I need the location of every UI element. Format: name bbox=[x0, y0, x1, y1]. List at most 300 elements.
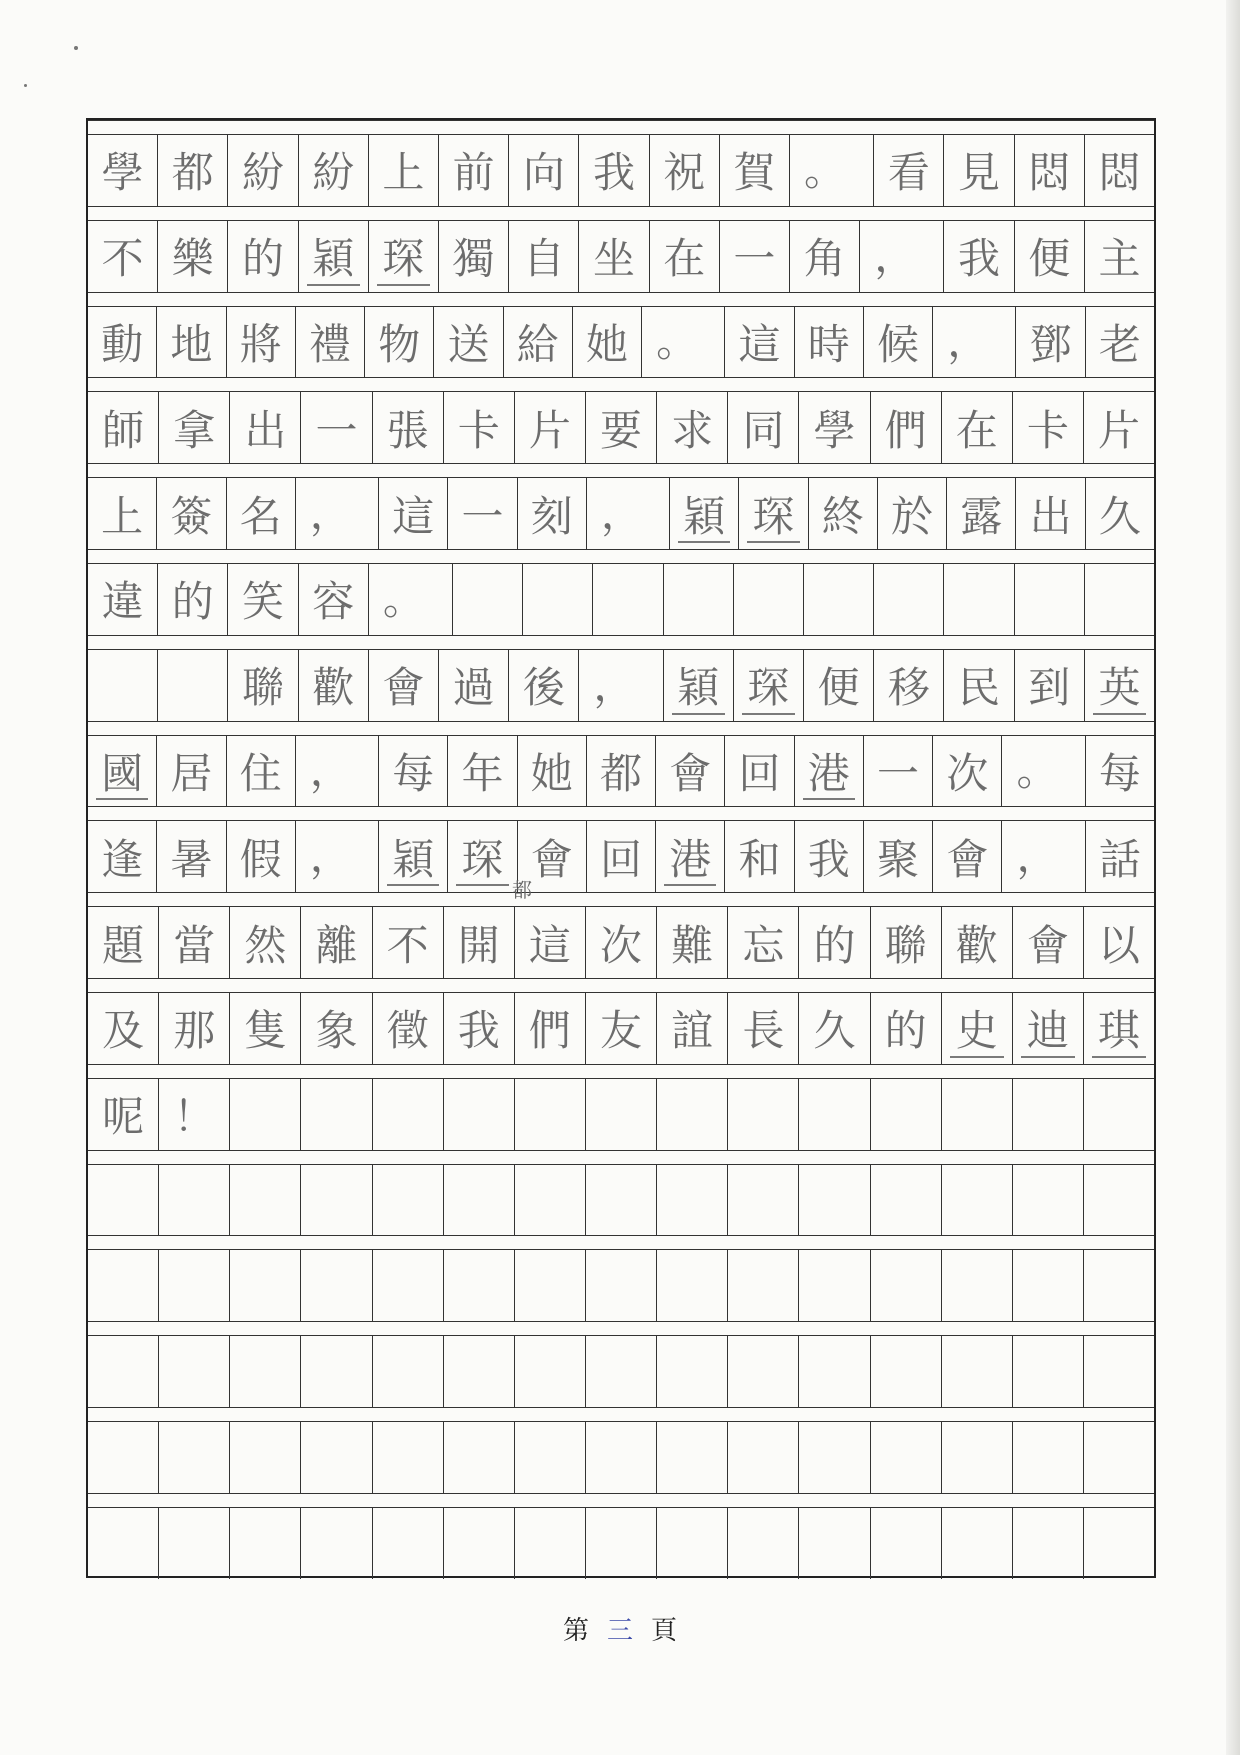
grid-cell bbox=[373, 1079, 444, 1150]
grid-cell bbox=[373, 1250, 444, 1321]
grid-cell: 話 bbox=[1098, 834, 1141, 884]
grid-cell: 片 bbox=[1098, 405, 1141, 455]
grid-cell: 送 bbox=[434, 307, 503, 378]
grid-cell bbox=[1085, 564, 1154, 635]
grid-cell: 前 bbox=[439, 135, 509, 206]
grid-cell: ！ bbox=[159, 1079, 230, 1150]
row-gap bbox=[88, 806, 1154, 821]
grid-cell bbox=[159, 1508, 230, 1579]
grid-cell bbox=[1013, 1508, 1084, 1579]
grid-cell bbox=[1013, 1422, 1084, 1493]
grid-cell bbox=[373, 1165, 444, 1236]
grid-cell: 久 bbox=[1098, 491, 1141, 541]
grid-cell bbox=[1084, 1422, 1154, 1493]
grid-row bbox=[88, 806, 1154, 892]
grid-cell: 物 bbox=[365, 307, 434, 378]
grid-cell: 聚 bbox=[864, 821, 933, 892]
grid-row bbox=[88, 1235, 1154, 1321]
grid-cell: 和 bbox=[725, 821, 794, 892]
grid-cell: 的 bbox=[799, 907, 870, 978]
row-gap bbox=[88, 549, 1154, 564]
grid-cell: 的 bbox=[158, 564, 228, 635]
grid-cell: 拿 bbox=[159, 392, 230, 463]
grid-cell bbox=[804, 564, 874, 635]
grid-cell bbox=[871, 1508, 942, 1579]
grid-cell: 長 bbox=[728, 993, 799, 1064]
grid-cell bbox=[799, 1336, 870, 1407]
grid-cell: ， bbox=[1002, 821, 1085, 892]
grid-cell: 學 bbox=[799, 392, 870, 463]
grid-cell: 張 bbox=[373, 392, 444, 463]
grid-cell: 誼 bbox=[657, 993, 728, 1064]
grid-cell bbox=[664, 564, 734, 635]
grid-cell: 角 bbox=[790, 221, 860, 292]
grid-cell: 移 bbox=[874, 650, 944, 721]
grid-cell bbox=[657, 1079, 728, 1150]
grid-cell bbox=[942, 1079, 1013, 1150]
grid-cell bbox=[586, 1079, 657, 1150]
grid-cell bbox=[230, 1165, 301, 1236]
grid-cell: 的 bbox=[228, 221, 298, 292]
grid-cell: 象 bbox=[301, 993, 372, 1064]
grid-cell: 久 bbox=[799, 993, 870, 1064]
grid-cell bbox=[728, 1422, 799, 1493]
grid-cell: 同 bbox=[728, 392, 799, 463]
grid-cell: 露 bbox=[947, 478, 1016, 549]
grid-cell bbox=[657, 1422, 728, 1493]
grid-cell: 逢 bbox=[88, 821, 157, 892]
grid-cell: 容 bbox=[299, 564, 369, 635]
grid-cell: 我 bbox=[944, 221, 1014, 292]
grid-cell bbox=[301, 1250, 372, 1321]
row-gap bbox=[88, 1493, 1154, 1508]
grid-cell bbox=[728, 1165, 799, 1236]
grid-cell bbox=[874, 564, 944, 635]
row-cells bbox=[88, 820, 1154, 892]
grid-cell: 便 bbox=[804, 650, 874, 721]
grid-cell: 隻 bbox=[230, 993, 301, 1064]
grid-cell: 次 bbox=[586, 907, 657, 978]
grid-cell: 在 bbox=[942, 392, 1013, 463]
grid-cell: 動 bbox=[88, 307, 157, 378]
grid-cell: 坐 bbox=[579, 221, 649, 292]
grid-cell bbox=[444, 1165, 515, 1236]
grid-cell bbox=[444, 1422, 515, 1493]
row-cells bbox=[88, 906, 1154, 978]
grid-cell: 一 bbox=[864, 736, 933, 807]
grid-row bbox=[88, 1407, 1154, 1493]
grid-cell: 次 bbox=[933, 736, 1002, 807]
grid-cell: 聯 bbox=[228, 650, 298, 721]
grid-cell bbox=[728, 1508, 799, 1579]
grid-cell: 穎 bbox=[670, 478, 739, 549]
grid-cell: 在 bbox=[650, 221, 720, 292]
grid-cell bbox=[657, 1508, 728, 1579]
grid-cell bbox=[88, 1336, 159, 1407]
row-gap bbox=[88, 1150, 1154, 1165]
grid-cell: 紛 bbox=[228, 135, 298, 206]
grid-cell: 這 bbox=[725, 307, 794, 378]
grid-cell: 她 bbox=[573, 307, 642, 378]
grid-cell bbox=[373, 1508, 444, 1579]
grid-cell: 這 bbox=[379, 478, 448, 549]
grid-cell: 求 bbox=[657, 392, 728, 463]
grid-row bbox=[88, 1493, 1154, 1579]
grid-cell bbox=[1084, 1250, 1154, 1321]
grid-cell: 過 bbox=[439, 650, 509, 721]
grid-cell bbox=[944, 564, 1014, 635]
grid-cell bbox=[88, 650, 158, 721]
row-cells bbox=[88, 306, 1154, 378]
grid-cell bbox=[942, 1250, 1013, 1321]
grid-cell bbox=[586, 1422, 657, 1493]
grid-cell: 穎 bbox=[299, 221, 369, 292]
grid-cell bbox=[871, 1250, 942, 1321]
grid-cell: 禮 bbox=[296, 307, 365, 378]
grid-cell bbox=[1084, 1079, 1154, 1150]
row-gap bbox=[88, 978, 1154, 993]
grid-cell: 違 bbox=[88, 564, 158, 635]
grid-cell bbox=[515, 1250, 586, 1321]
row-cells bbox=[88, 1164, 1154, 1236]
row-cells bbox=[88, 1335, 1154, 1407]
row-gap bbox=[88, 721, 1154, 736]
grid-cell: 悶 bbox=[1015, 135, 1085, 206]
grid-cell: 題 bbox=[88, 907, 159, 978]
grid-cell bbox=[1013, 1250, 1084, 1321]
row-cells bbox=[88, 1078, 1154, 1150]
grid-cell bbox=[444, 1079, 515, 1150]
grid-cell: 她 bbox=[518, 736, 587, 807]
row-gap bbox=[88, 892, 1154, 907]
row-cells bbox=[88, 649, 1154, 721]
grid-cell: 一 bbox=[720, 221, 790, 292]
grid-cell: 穎 bbox=[664, 650, 734, 721]
grid-cell bbox=[586, 1508, 657, 1579]
composition-grid-sheet bbox=[86, 118, 1156, 1578]
grid-cell bbox=[1084, 1165, 1154, 1236]
grid-cell bbox=[799, 1165, 870, 1236]
grid-row bbox=[88, 978, 1154, 1064]
grid-cell: 我 bbox=[579, 135, 649, 206]
grid-cell: 史 bbox=[942, 993, 1013, 1064]
grid-cell: 上 bbox=[369, 135, 439, 206]
grid-cell: 名 bbox=[227, 478, 296, 549]
grid-cell bbox=[1013, 1336, 1084, 1407]
grid-cell: 住 bbox=[227, 736, 296, 807]
grid-cell bbox=[373, 1336, 444, 1407]
grid-row bbox=[88, 292, 1154, 378]
grid-row bbox=[88, 377, 1154, 463]
grid-cell: 祝 bbox=[650, 135, 720, 206]
grid-cell: 刻 bbox=[518, 478, 587, 549]
grid-cell: 到 bbox=[1015, 650, 1085, 721]
grid-cell: 開 bbox=[444, 907, 515, 978]
grid-cell bbox=[444, 1508, 515, 1579]
grid-cell bbox=[799, 1079, 870, 1150]
grid-cell: 暑 bbox=[157, 821, 226, 892]
grid-cell bbox=[586, 1165, 657, 1236]
grid-cell: 地 bbox=[157, 307, 226, 378]
grid-cell: 忘 bbox=[728, 907, 799, 978]
grid-cell: 卡 bbox=[444, 392, 515, 463]
grid-cell: 都 bbox=[158, 135, 228, 206]
grid-cell: 。 bbox=[790, 135, 874, 206]
grid-cell: 呢 bbox=[88, 1079, 159, 1150]
grid-cell: 們 bbox=[871, 392, 942, 463]
page-number: 三 bbox=[606, 1616, 633, 1646]
grid-cell: 時 bbox=[795, 307, 864, 378]
grid-cell: 迪 bbox=[1013, 993, 1084, 1064]
grid-cell: 後 bbox=[509, 650, 579, 721]
grid-cell bbox=[515, 1165, 586, 1236]
grid-cell bbox=[799, 1250, 870, 1321]
grid-cell bbox=[1013, 1079, 1084, 1150]
row-gap bbox=[88, 635, 1154, 650]
paper-speck bbox=[24, 84, 27, 87]
grid-cell bbox=[230, 1422, 301, 1493]
grid-cell: 會 bbox=[369, 650, 439, 721]
grid-cell bbox=[515, 1079, 586, 1150]
grid-cell bbox=[942, 1336, 1013, 1407]
grid-cell bbox=[88, 1422, 159, 1493]
grid-cell bbox=[158, 650, 228, 721]
grid-cell bbox=[586, 1250, 657, 1321]
grid-cell: 穎 bbox=[379, 821, 448, 892]
grid-cell: 歡 bbox=[299, 650, 369, 721]
page-footer bbox=[0, 1610, 1240, 1647]
grid-cell: 難 bbox=[657, 907, 728, 978]
grid-cell: 出 bbox=[1016, 478, 1085, 549]
grid-row bbox=[88, 1150, 1154, 1236]
grid-cell: 都 bbox=[587, 736, 656, 807]
grid-cell: 不 bbox=[373, 907, 444, 978]
grid-row bbox=[88, 635, 1154, 721]
grid-cell: 徵 bbox=[373, 993, 444, 1064]
row-gap bbox=[88, 1064, 1154, 1079]
grid-cell: 民 bbox=[944, 650, 1014, 721]
grid-cell: 每 bbox=[379, 736, 448, 807]
grid-cell bbox=[586, 1336, 657, 1407]
grid-cell: 居 bbox=[157, 736, 226, 807]
grid-cell: 將 bbox=[227, 307, 296, 378]
grid-cell: 於 bbox=[878, 478, 947, 549]
grid-cell bbox=[159, 1422, 230, 1493]
grid-cell: 紛 bbox=[299, 135, 369, 206]
grid-cell: 國 bbox=[88, 736, 157, 807]
grid-cell: 。 bbox=[369, 564, 453, 635]
grid-cell: 自 bbox=[509, 221, 579, 292]
grid-row bbox=[88, 206, 1154, 292]
grid-cell: 悶 bbox=[1098, 148, 1141, 198]
grid-cell: 們 bbox=[515, 993, 586, 1064]
grid-cell bbox=[515, 1508, 586, 1579]
grid-cell: 及 bbox=[88, 993, 159, 1064]
grid-cell: 會 bbox=[656, 736, 725, 807]
grid-cell: 回 bbox=[587, 821, 656, 892]
grid-cell bbox=[657, 1336, 728, 1407]
grid-cell bbox=[799, 1508, 870, 1579]
grid-cell: 鄧 bbox=[1016, 307, 1085, 378]
grid-cell: ， bbox=[296, 736, 379, 807]
grid-cell: 琪 bbox=[1084, 993, 1154, 1064]
row-cells bbox=[88, 1507, 1154, 1579]
grid-cell: 每 bbox=[1098, 748, 1141, 798]
row-cells bbox=[88, 134, 1154, 206]
row-cells bbox=[88, 391, 1154, 463]
grid-cell bbox=[942, 1422, 1013, 1493]
grid-cell bbox=[230, 1079, 301, 1150]
grid-cell: ， bbox=[296, 821, 379, 892]
grid-cell bbox=[301, 1165, 372, 1236]
grid-cell bbox=[301, 1336, 372, 1407]
grid-cell bbox=[444, 1336, 515, 1407]
row-cells bbox=[88, 563, 1154, 635]
grid-cell: 候 bbox=[864, 307, 933, 378]
grid-cell: 回 bbox=[725, 736, 794, 807]
grid-row bbox=[88, 721, 1154, 807]
grid-cell: 上 bbox=[88, 478, 157, 549]
grid-cell bbox=[799, 1422, 870, 1493]
grid-cell bbox=[453, 564, 523, 635]
grid-cell: ， bbox=[933, 307, 1016, 378]
grid-cell bbox=[88, 1508, 159, 1579]
grid-cell: 友 bbox=[586, 993, 657, 1064]
grid-cell bbox=[942, 1165, 1013, 1236]
grid-cell bbox=[728, 1079, 799, 1150]
grid-cell bbox=[301, 1422, 372, 1493]
grid-cell bbox=[871, 1422, 942, 1493]
grid-cell: 當 bbox=[159, 907, 230, 978]
grid-cell: 聯 bbox=[871, 907, 942, 978]
grid-cell: 卡 bbox=[1013, 392, 1084, 463]
grid-cell bbox=[515, 1336, 586, 1407]
grid-cell bbox=[88, 1165, 159, 1236]
grid-cell: 要 bbox=[586, 392, 657, 463]
grid-cell: ， bbox=[296, 478, 379, 549]
grid-cell bbox=[230, 1508, 301, 1579]
grid-cell: ， bbox=[587, 478, 670, 549]
grid-cell: 英 bbox=[1085, 650, 1154, 721]
row-gap bbox=[88, 1321, 1154, 1336]
grid-cell bbox=[657, 1250, 728, 1321]
row-cells bbox=[88, 735, 1154, 807]
grid-cell bbox=[734, 564, 804, 635]
grid-cell: 離 bbox=[301, 907, 372, 978]
row-gap bbox=[88, 463, 1154, 478]
grid-cell: 琛 bbox=[369, 221, 439, 292]
grid-cell: ， bbox=[579, 650, 663, 721]
grid-cell: 便 bbox=[1015, 221, 1085, 292]
grid-cell bbox=[1015, 564, 1085, 635]
paper-speck bbox=[74, 46, 78, 50]
row-cells bbox=[88, 220, 1154, 292]
interlinear-correction: 都 bbox=[512, 878, 532, 902]
grid-cell bbox=[515, 1422, 586, 1493]
grid-cell bbox=[301, 1079, 372, 1150]
grid-cell: 那 bbox=[159, 993, 230, 1064]
grid-cell: 見 bbox=[944, 135, 1014, 206]
page-edge bbox=[1226, 0, 1240, 1755]
grid-cell: 以 bbox=[1098, 920, 1141, 970]
grid-cell: 出 bbox=[230, 392, 301, 463]
grid-cell: 一 bbox=[301, 392, 372, 463]
grid-cell bbox=[159, 1336, 230, 1407]
grid-cell: 向 bbox=[509, 135, 579, 206]
grid-cell: 年 bbox=[448, 736, 517, 807]
grid-cell: 然 bbox=[230, 907, 301, 978]
grid-cell: 假 bbox=[227, 821, 296, 892]
row-gap bbox=[88, 292, 1154, 307]
grid-cell bbox=[88, 1250, 159, 1321]
grid-cell: ， bbox=[860, 221, 944, 292]
grid-cell bbox=[871, 1165, 942, 1236]
grid-cell bbox=[728, 1250, 799, 1321]
grid-cell bbox=[230, 1336, 301, 1407]
grid-cell: 給 bbox=[504, 307, 573, 378]
grid-cell: 賀 bbox=[720, 135, 790, 206]
grid-row bbox=[88, 1321, 1154, 1407]
row-gap bbox=[88, 120, 1154, 135]
row-gap bbox=[88, 1407, 1154, 1422]
grid-cell: 會 bbox=[518, 821, 587, 892]
row-gap bbox=[88, 377, 1154, 392]
grid-cell: 琛 bbox=[448, 821, 517, 892]
grid-cell: 我 bbox=[795, 821, 864, 892]
grid-cell bbox=[1013, 1165, 1084, 1236]
grid-cell: 看 bbox=[874, 135, 944, 206]
grid-cell: 終 bbox=[809, 478, 878, 549]
grid-cell bbox=[523, 564, 593, 635]
grid-row bbox=[88, 463, 1154, 549]
grid-cell bbox=[301, 1508, 372, 1579]
grid-row bbox=[88, 549, 1154, 635]
grid-cell: 師 bbox=[88, 392, 159, 463]
grid-cell: 笑 bbox=[228, 564, 298, 635]
grid-cell bbox=[230, 1250, 301, 1321]
grid-cell: 港 bbox=[656, 821, 725, 892]
grid-cell: 我 bbox=[444, 993, 515, 1064]
row-cells bbox=[88, 1421, 1154, 1493]
grid-cell: 會 bbox=[1013, 907, 1084, 978]
grid-cell: 片 bbox=[515, 392, 586, 463]
grid-cell: 港 bbox=[795, 736, 864, 807]
grid-cell: 的 bbox=[871, 993, 942, 1064]
grid-cell bbox=[942, 1508, 1013, 1579]
grid-cell: 簽 bbox=[157, 478, 226, 549]
grid-cell bbox=[159, 1165, 230, 1236]
grid-row bbox=[88, 1064, 1154, 1150]
grid-cell: 。 bbox=[1002, 736, 1085, 807]
grid-cell: 主 bbox=[1098, 234, 1141, 284]
grid-cell bbox=[657, 1165, 728, 1236]
grid-cell: 琛 bbox=[739, 478, 808, 549]
row-gap bbox=[88, 1235, 1154, 1250]
grid-cell bbox=[444, 1250, 515, 1321]
grid-cell bbox=[593, 564, 663, 635]
row-cells bbox=[88, 477, 1154, 549]
grid-cell bbox=[159, 1250, 230, 1321]
grid-cell: 樂 bbox=[158, 221, 228, 292]
grid-cell bbox=[1084, 1508, 1154, 1579]
page-footer-prefix: 第 bbox=[562, 1616, 589, 1646]
grid-cell: 這 bbox=[515, 907, 586, 978]
grid-cell bbox=[373, 1422, 444, 1493]
grid-cell bbox=[728, 1336, 799, 1407]
grid-cell: 會 bbox=[933, 821, 1002, 892]
grid-cell: 學 bbox=[88, 135, 158, 206]
grid-cell bbox=[871, 1079, 942, 1150]
